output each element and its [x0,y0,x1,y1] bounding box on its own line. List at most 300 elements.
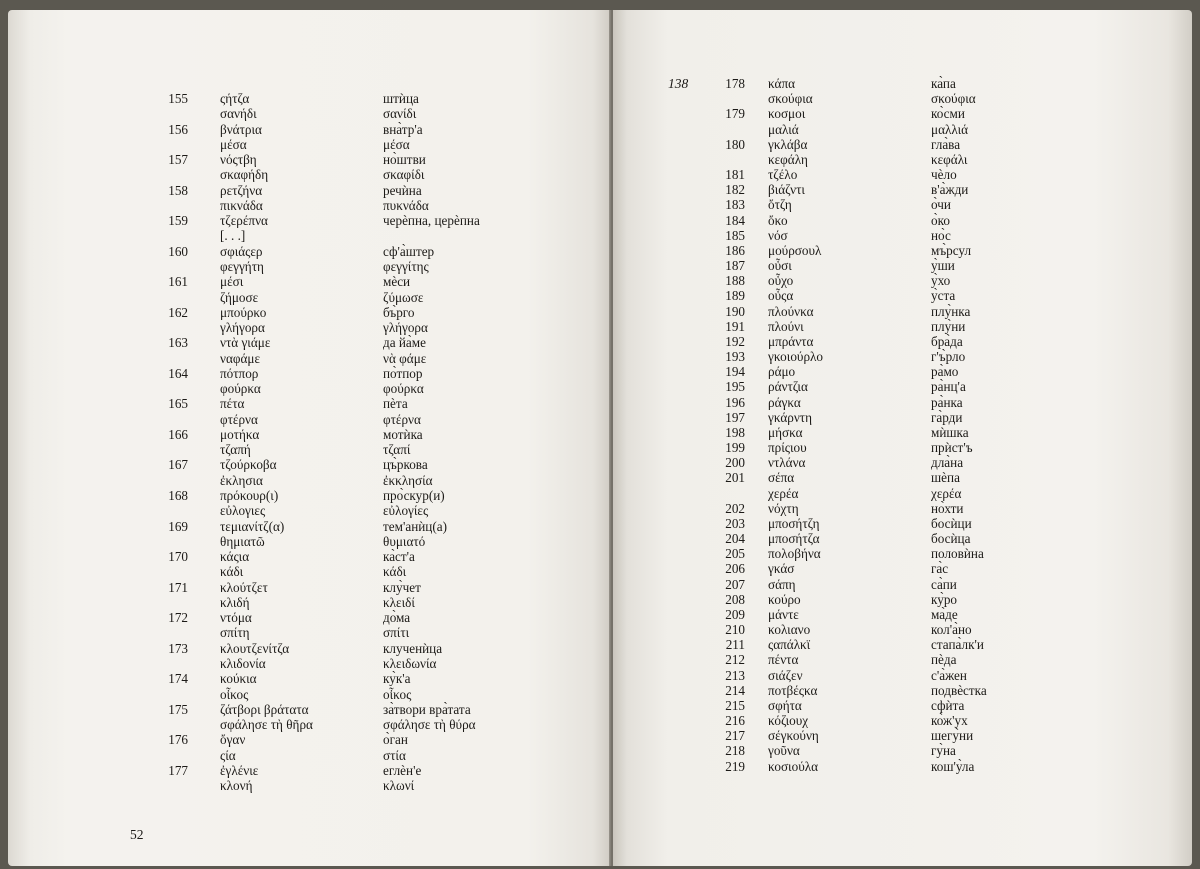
entry-row [613,243,1188,258]
entry-number: 199 [725,440,745,456]
entry-row [613,122,1188,137]
entry-row [8,457,608,472]
greek-transcription: κόζιουχ [768,713,809,729]
greek-transcription: πέτα [220,396,245,412]
greek-transcription: μέσι [220,274,244,290]
entry-row [8,671,608,686]
bulgarian-form: г'ъ̀рло [931,349,966,365]
greek-transcription: σέπα [768,470,795,486]
bulgarian-form: ра̀мо [931,364,959,380]
entry-row [613,592,1188,607]
bulgarian-form: бъ̀рго [383,304,415,320]
greek-transcription: γκάρντη [768,409,813,425]
greek-transcription: πικνάδα [220,197,263,213]
entry-number: 201 [725,470,745,486]
entry-number: 191 [725,318,745,334]
entry-row [8,625,608,640]
bulgarian-form: κάδι [383,564,407,580]
greek-transcription: κλιδή [220,594,250,610]
greek-transcription: γκάσ [768,561,795,577]
greek-transcription: κούρο [768,591,801,607]
greek-transcription: γκλάβα [768,136,808,152]
entry-row [613,637,1188,652]
greek-transcription: ὄτζη [768,197,792,213]
entry-number: 195 [725,379,745,395]
entry-number: 180 [725,136,745,152]
greek-transcription: θημιατῶ [220,533,265,549]
entry-number: 183 [725,197,745,213]
entry-row [613,622,1188,637]
bulgarian-form: ко̀ж'ух [931,713,968,729]
greek-transcription: σκούφια [768,91,813,107]
entry-row [613,501,1188,516]
bulgarian-form: цъ̀ркова [383,457,428,473]
greek-transcription: βνάτρια [220,121,262,137]
bulgarian-form: но̀хти [931,500,964,516]
bulgarian-form: пѐда [931,652,957,668]
entry-row [8,473,608,488]
entry-row [8,442,608,457]
entry-number: 159 [168,213,188,229]
entry-row [613,137,1188,152]
bulgarian-form: γλήγορα [383,320,428,336]
entry-row [8,519,608,534]
entry-number: 213 [725,667,745,683]
bulgarian-form: стапа̀лк'и [931,637,984,653]
greek-transcription: οὖσι [768,258,792,274]
entry-row [613,334,1188,349]
entry-number: 210 [725,622,745,638]
greek-transcription: φούρκα [220,381,261,397]
entry-row [8,137,608,152]
greek-transcription: κλιδονία [220,655,266,671]
greek-transcription: κεφάλη [768,151,808,167]
greek-transcription: τζαπή [220,442,251,458]
greek-transcription: γοῦνα [768,743,800,759]
entry-row [8,259,608,274]
greek-transcription: μποσήτζα [768,531,820,547]
greek-transcription: ράντζια [768,379,808,395]
running-head: 138 [668,76,689,91]
entry-number: 192 [725,333,745,349]
entry-row [8,244,608,259]
greek-transcription: μούρσουλ [768,242,822,258]
bulgarian-form: босѝци [931,515,972,531]
greek-transcription: σκαφήδη [220,167,269,183]
bulgarian-form: сф'а̀штер [383,243,435,259]
entry-number: 208 [725,591,745,607]
bulgarian-form: σφάλησε τὴ θύρα [383,717,476,733]
entry-row [613,546,1188,561]
bulgarian-form: га̀рди [931,409,963,425]
bulgarian-form: σκούφια [931,91,976,107]
greek-transcription: κοσμοι [768,106,806,122]
entry-row [8,564,608,579]
greek-transcription: νόχτη [768,500,799,516]
entry-row [613,76,1188,91]
entry-row [8,290,608,305]
bulgarian-form: σκαφίδι [383,167,425,183]
greek-transcription: κούκια [220,671,257,687]
entry-number: 190 [725,303,745,319]
bulgarian-form: тем'анѝц(а) [383,518,447,534]
greek-transcription: ὄγαν [220,732,246,748]
bulgarian-form: μέσα [383,136,410,152]
greek-transcription: τζερέπνα [220,213,268,229]
greek-transcription: μπράντα [768,333,814,349]
bulgarian-form: прѝст'ъ [931,440,973,456]
bulgarian-form: про̀скур(и) [383,488,445,504]
entry-row [8,198,608,213]
bulgarian-form: за̀твори вра̀тата [383,701,471,717]
entry-number: 197 [725,409,745,425]
entry-row [613,561,1188,576]
greek-transcription: μάντε [768,606,799,622]
bulgarian-form: φεγγίτης [383,258,429,274]
bulgarian-form: плу̀нка [931,303,971,319]
bulgarian-form: гла̀ва [931,136,961,152]
bulgarian-form: кол'а̀но [931,622,972,638]
bulgarian-form: σανίδι [383,106,417,122]
entry-number: 216 [725,713,745,729]
bulgarian-form: клученѝца [383,640,443,656]
greek-transcription: κλουτζενίτζα [220,640,290,656]
entry-number: 215 [725,697,745,713]
bulgarian-form: φούρκα [383,381,424,397]
page-number: 52 [130,827,144,842]
greek-transcription: οἶκος [220,686,249,702]
greek-transcription: φτέρνα [220,411,258,427]
greek-transcription: οὖχο [768,273,794,289]
greek-transcription: σάπη [768,576,796,592]
bulgarian-form: κλωνί [383,778,415,794]
entry-number: 219 [725,758,745,774]
bulgarian-form: мѐси [383,274,411,290]
bulgarian-form: μαλλιά [931,121,969,137]
bulgarian-form: о̀ган [383,732,408,748]
entry-row [613,455,1188,470]
entry-number: 182 [725,182,745,198]
bulgarian-form: шѐпа [931,470,960,486]
entry-number: 211 [725,637,745,653]
entry-row [613,349,1188,364]
entry-row [613,106,1188,121]
bulgarian-form: οἶκος [383,686,412,702]
bulgarian-form: ку̀к'а [383,671,411,687]
entry-number: 163 [168,335,188,351]
greek-transcription: κάδι [220,564,244,580]
entry-row [8,427,608,442]
greek-transcription: τζέλο [768,167,798,183]
entry-number: 187 [725,258,745,274]
entry-number: 162 [168,304,188,320]
greek-transcription: ντόμα [220,610,252,626]
greek-transcription: μοτήκα [220,426,260,442]
greek-transcription: σανήδι [220,106,257,122]
entry-row [8,732,608,747]
bulgarian-form: мъ̀рсул [931,242,972,258]
bulgarian-form: кош'у̀ла [931,758,975,774]
greek-transcription: ποτβέςκα [768,682,818,698]
greek-transcription: πρίςιου [768,440,807,456]
bulgarian-form: плу̀ни [931,318,966,334]
greek-transcription: σφάλησε τὴ θῆρα [220,717,313,733]
bulgarian-form: по̀тпор [383,365,423,381]
entry-row [8,183,608,198]
bulgarian-form: да йа̀ме [383,335,426,351]
entry-row [613,319,1188,334]
entry-row [613,288,1188,303]
entry-number: 158 [168,182,188,198]
bulgarian-form: ма̀де [931,606,958,622]
entry-row [613,577,1188,592]
greek-transcription: σιάζεν [768,667,803,683]
entry-number: 188 [725,273,745,289]
entry-row [8,503,608,518]
entry-number: 173 [168,640,188,656]
entry-row [8,412,608,427]
greek-transcription: εὐλογιες [220,503,266,519]
entry-row [613,425,1188,440]
entry-row [8,228,608,243]
greek-transcription: ρετζήνα [220,182,263,198]
greek-transcription: ράγκα [768,394,801,410]
greek-transcription: ντὰ γιάμε [220,335,271,351]
entry-row [613,273,1188,288]
entry-row [8,305,608,320]
greek-transcription: σφήτα [768,697,802,713]
bulgarian-form: но̀с [931,227,951,243]
greek-transcription: ναφάμε [220,350,261,366]
entry-number: 168 [168,488,188,504]
entry-number: 160 [168,243,188,259]
entry-row [8,687,608,702]
entry-row [8,580,608,595]
entry-row [613,516,1188,531]
greek-transcription: [. . .] [220,228,246,244]
entry-row [613,167,1188,182]
entry-row [8,595,608,610]
entry-row [613,759,1188,774]
entry-row [8,610,608,625]
entry-number: 169 [168,518,188,534]
entry-number: 172 [168,610,188,626]
entry-row [613,304,1188,319]
entry-row [8,778,608,793]
bulgarian-form: сфѝта [931,697,965,713]
entry-row [613,668,1188,683]
entry-number: 196 [725,394,745,410]
bulgarian-form: но̀штви [383,152,426,168]
bulgarian-form: штѝца [383,91,419,106]
bulgarian-form: черѐпна, церѐпна [383,213,480,229]
greek-transcription: γκοιούρλο [768,349,824,365]
entry-number: 204 [725,531,745,547]
entry-row [613,379,1188,394]
bulgarian-form: ка̀па [931,76,956,91]
entry-row [8,534,608,549]
bulgarian-form: χερέα [931,485,962,501]
entry-row [8,122,608,137]
bulgarian-form: στία [383,747,406,763]
entry-number: 189 [725,288,745,304]
greek-transcription: ράμο [768,364,796,380]
bulgarian-form: ра̀нка [931,394,963,410]
entry-number: 206 [725,561,745,577]
greek-transcription: πρόκουρ(ι) [220,488,279,504]
entry-number: 212 [725,652,745,668]
entry-number: 175 [168,701,188,717]
entry-number: 181 [725,167,745,183]
entry-number: 198 [725,424,745,440]
bulgarian-form: θυμιατό [383,533,426,549]
entry-row [613,607,1188,622]
entry-number: 165 [168,396,188,412]
greek-transcription: μέσα [220,136,247,152]
entry-row [613,698,1188,713]
greek-transcription: μποσήτζη [768,515,820,531]
bulgarian-form: ку̀ро [931,591,958,607]
bulgarian-form: κλειδωνία [383,655,437,671]
entry-row [613,470,1188,485]
entry-row [613,713,1188,728]
greek-transcription: νόςτβη [220,152,257,168]
bulgarian-form: шегу̀ни [931,728,974,744]
bulgarian-form: бра̀да [931,333,963,349]
greek-transcription: πολοβήνα [768,546,821,562]
entry-row [8,274,608,289]
bulgarian-form: дла̀на [931,455,964,471]
bulgarian-form: ка̀ст'а [383,549,415,565]
greek-transcription: ζήμοσε [220,289,259,305]
bulgarian-form: речѝна [383,182,422,198]
bulgarian-form: ἐκκλησία [383,472,433,488]
greek-transcription: ςία [220,747,236,763]
entry-row [613,364,1188,379]
entry-number: 161 [168,274,188,290]
entry-row [613,213,1188,228]
bulgarian-form: пѐта [383,396,408,412]
greek-transcription: μπούρκο [220,304,267,320]
entry-number: 179 [725,106,745,122]
entry-row [8,213,608,228]
bulgarian-form: клу̀чет [383,579,421,595]
entry-number: 174 [168,671,188,687]
entry-row [613,440,1188,455]
greek-transcription: φεγγήτη [220,258,264,274]
greek-transcription: κολιανο [768,622,811,638]
entry-row [613,197,1188,212]
entry-number: 171 [168,579,188,595]
entry-number: 205 [725,546,745,562]
bulgarian-form: половѝна [931,546,984,562]
entry-row [8,702,608,717]
entry-number: 157 [168,152,188,168]
entry-number: 176 [168,732,188,748]
greek-transcription: τεμιανίτζ(α) [220,518,285,534]
entry-number: 156 [168,121,188,137]
entry-number: 186 [725,242,745,258]
bulgarian-form: у̀хо [931,273,951,289]
bulgarian-form: κλειδί [383,594,415,610]
greek-transcription: πλούνκα [768,303,814,319]
bulgarian-form: κεφάλι [931,151,968,167]
entry-row [613,728,1188,743]
entry-row [613,743,1188,758]
bulgarian-form: о̀ко [931,212,950,228]
entry-row [8,748,608,763]
bulgarian-form: о̀чи [931,197,951,213]
greek-transcription: κλονή [220,778,253,794]
greek-transcription: νόσ [768,227,788,243]
greek-transcription: τζούρκοβα [220,457,277,473]
greek-transcription: πότπορ [220,365,259,381]
bulgarian-form: πυκνάδα [383,197,429,213]
entry-row [8,320,608,335]
bulgarian-form: ζύμωσε [383,289,424,305]
entry-row [8,488,608,503]
left-page [8,10,611,866]
entry-number: 202 [725,500,745,516]
entry-row [613,182,1188,197]
entry-number: 166 [168,426,188,442]
bulgarian-form: τζαπί [383,442,411,458]
entry-number: 184 [725,212,745,228]
greek-transcription: ντλάνα [768,455,806,471]
bulgarian-form: еглѐн'е [383,762,422,778]
entry-row [8,91,608,106]
bulgarian-form: мѝшка [931,424,969,440]
entry-row [8,366,608,381]
greek-transcription: ἐγλένιε [220,762,259,778]
bulgarian-form: га̀с [931,561,949,577]
entry-number: 218 [725,743,745,759]
bulgarian-form: φτέρνα [383,411,421,427]
entry-number: 217 [725,728,745,744]
greek-transcription: ςήτζα [220,91,250,106]
entry-number: 170 [168,549,188,565]
entry-row [8,656,608,671]
entry-number: 193 [725,349,745,365]
bulgarian-form: мотѝка [383,426,423,442]
entry-number: 200 [725,455,745,471]
bulgarian-form: σπίτι [383,625,410,641]
greek-transcription: πλούνι [768,318,804,334]
entry-number: 194 [725,364,745,380]
entry-row [8,381,608,396]
entry-row [613,486,1188,501]
entry-row [613,152,1188,167]
entry-number: 178 [725,76,745,91]
entry-number: 203 [725,515,745,531]
bulgarian-form: ра̀нц'а [931,379,966,395]
bulgarian-form: вна̀тр'а [383,121,423,137]
entry-row [8,641,608,656]
entry-row [613,531,1188,546]
entry-row [8,106,608,121]
entry-row [8,717,608,732]
entry-row [613,395,1188,410]
entry-number: 177 [168,762,188,778]
entry-row [8,167,608,182]
entry-row [8,763,608,778]
entry-row [613,410,1188,425]
greek-transcription: κάςια [220,549,250,565]
greek-transcription: μήσκα [768,424,803,440]
bulgarian-form: у̀ста [931,288,956,304]
greek-transcription: ἐκλησια [220,472,263,488]
right-page [613,10,1192,866]
